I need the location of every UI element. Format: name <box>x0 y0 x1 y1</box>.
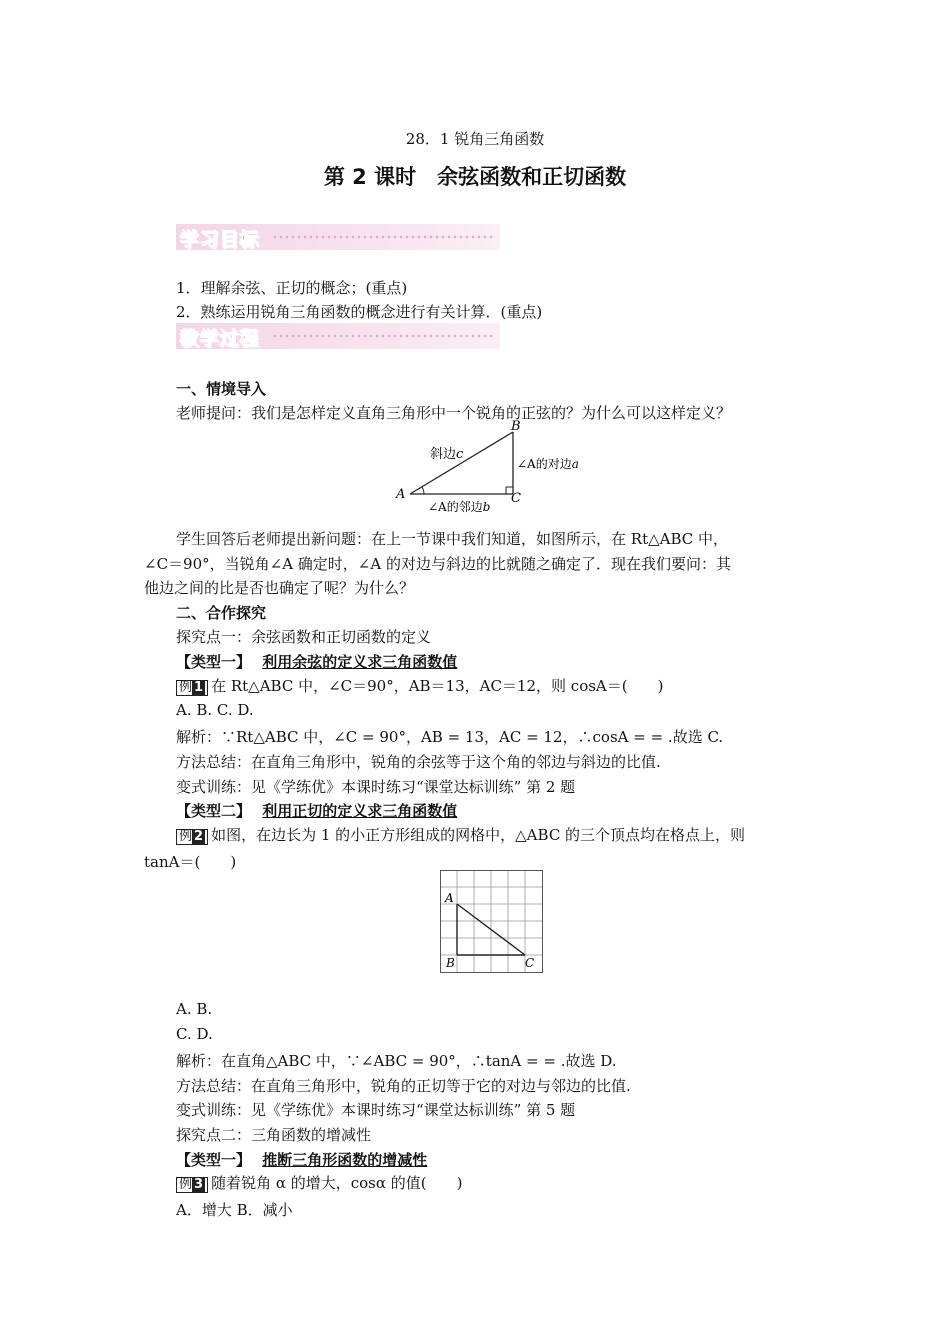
type3-heading <box>176 1149 427 1170</box>
grid-vertex-a: A <box>445 891 454 905</box>
example-2 <box>176 824 745 845</box>
right-triangle-figure <box>390 418 600 518</box>
solution: 解析：在直角△ABC 中，∵∠ABC = 90°，∴tanA = = .故选 D. <box>176 1052 617 1070</box>
type-tag: 【类型二】 <box>176 802 252 820</box>
process-banner <box>176 323 500 349</box>
goal-item: 2．熟练运用锐角三角函数的概念进行有关计算．(重点) <box>176 303 543 321</box>
example-3 <box>176 1172 462 1193</box>
intro-paragraph-line: ∠C＝90°，当锐角∠A 确定时，∠A 的对边与斜边的比就随之确定了．现在我们要问：其 <box>144 555 731 573</box>
method-summary: 方法总结：在直角三角形中，锐角的正切等于它的对边与邻边的比值. <box>176 1077 631 1095</box>
type-tag: 【类型一】 <box>176 1151 252 1169</box>
intro-question: 老师提问：我们是怎样定义直角三角形中一个锐角的正弦的？为什么可以这样定义？ <box>176 404 732 422</box>
hypotenuse-label: 斜边c <box>430 447 464 462</box>
solution: 解析：∵Rt△ABC 中，∠C = 90°，AB = 13，AC = 12，∴cosA = = .故选 C. <box>176 728 724 746</box>
section-heading: 28．1 锐角三角函数 <box>405 130 545 148</box>
method-summary: 方法总结：在直角三角形中，锐角的余弦等于这个角的邻边与斜边的比值. <box>176 753 661 771</box>
example-text: 在 Rt△ABC 中，∠C＝90°，AB＝13，AC＝12，则 cosA＝( ) <box>211 677 664 695</box>
example-text: 如图，在边长为 1 的小正方形组成的网格中，△ABC 的三个顶点均在格点上，则 <box>211 826 746 844</box>
goals-banner-label: 学习目标 <box>180 229 261 251</box>
grid-figure <box>440 870 543 973</box>
type2-heading <box>176 800 457 821</box>
example-options: C. D. <box>176 1025 213 1043</box>
process-banner-label: 教学过程 <box>180 328 261 350</box>
example-options: A. B. C. D. <box>176 701 254 719</box>
goals-banner <box>176 224 500 250</box>
practice-note: 变式训练：见《学练优》本课时练习“课堂达标训练” 第 5 题 <box>176 1101 576 1119</box>
intro-paragraph-line: 他边之间的比是否也确定了呢？为什么？ <box>144 579 415 597</box>
vertex-a-label: A <box>396 487 406 502</box>
type1-heading <box>176 651 457 672</box>
explore-point-1: 探究点一：余弦函数和正切函数的定义 <box>176 628 432 646</box>
intro-paragraph-line: 学生回答后老师提出新问题：在上一节课中我们知道，如图所示，在 Rt△ABC 中， <box>176 530 729 548</box>
type-title: 推断三角形函数的增减性 <box>262 1151 428 1169</box>
example-options: A．增大 B．减小 <box>176 1201 293 1219</box>
type-title: 利用正切的定义求三角函数值 <box>262 802 458 820</box>
goal-item: 1．理解余弦、正切的概念；(重点) <box>176 279 408 297</box>
example-text: 随着锐角 α 的增大，cosα 的值( ) <box>211 1174 463 1192</box>
page-title: 第 2 课时 余弦函数和正切函数 <box>323 165 627 189</box>
grid-vertex-c: C <box>525 956 535 970</box>
opposite-side-label: ∠A的对边a <box>517 457 579 471</box>
example-badge: 例 2 <box>176 829 208 845</box>
example-text-cont: tanA＝( ) <box>144 853 237 871</box>
explore-point-2: 探究点二：三角函数的增减性 <box>176 1126 372 1144</box>
grid-vertex-b: B <box>446 956 455 970</box>
example-options: A. B. <box>176 1000 213 1018</box>
vertex-b-label: B <box>511 419 521 434</box>
explore-heading: 二、合作探究 <box>176 604 267 622</box>
intro-heading: 一、情境导入 <box>176 380 267 398</box>
example-badge: 例 3 <box>176 1177 208 1193</box>
type-tag: 【类型一】 <box>176 653 252 671</box>
adjacent-side-label: ∠A的邻边b <box>428 500 491 514</box>
example-1 <box>176 675 663 696</box>
practice-note: 变式训练：见《学练优》本课时练习“课堂达标训练” 第 2 题 <box>176 778 576 796</box>
example-badge: 例 1 <box>176 680 208 696</box>
type-title: 利用余弦的定义求三角函数值 <box>262 653 458 671</box>
vertex-c-label: C <box>511 491 521 506</box>
